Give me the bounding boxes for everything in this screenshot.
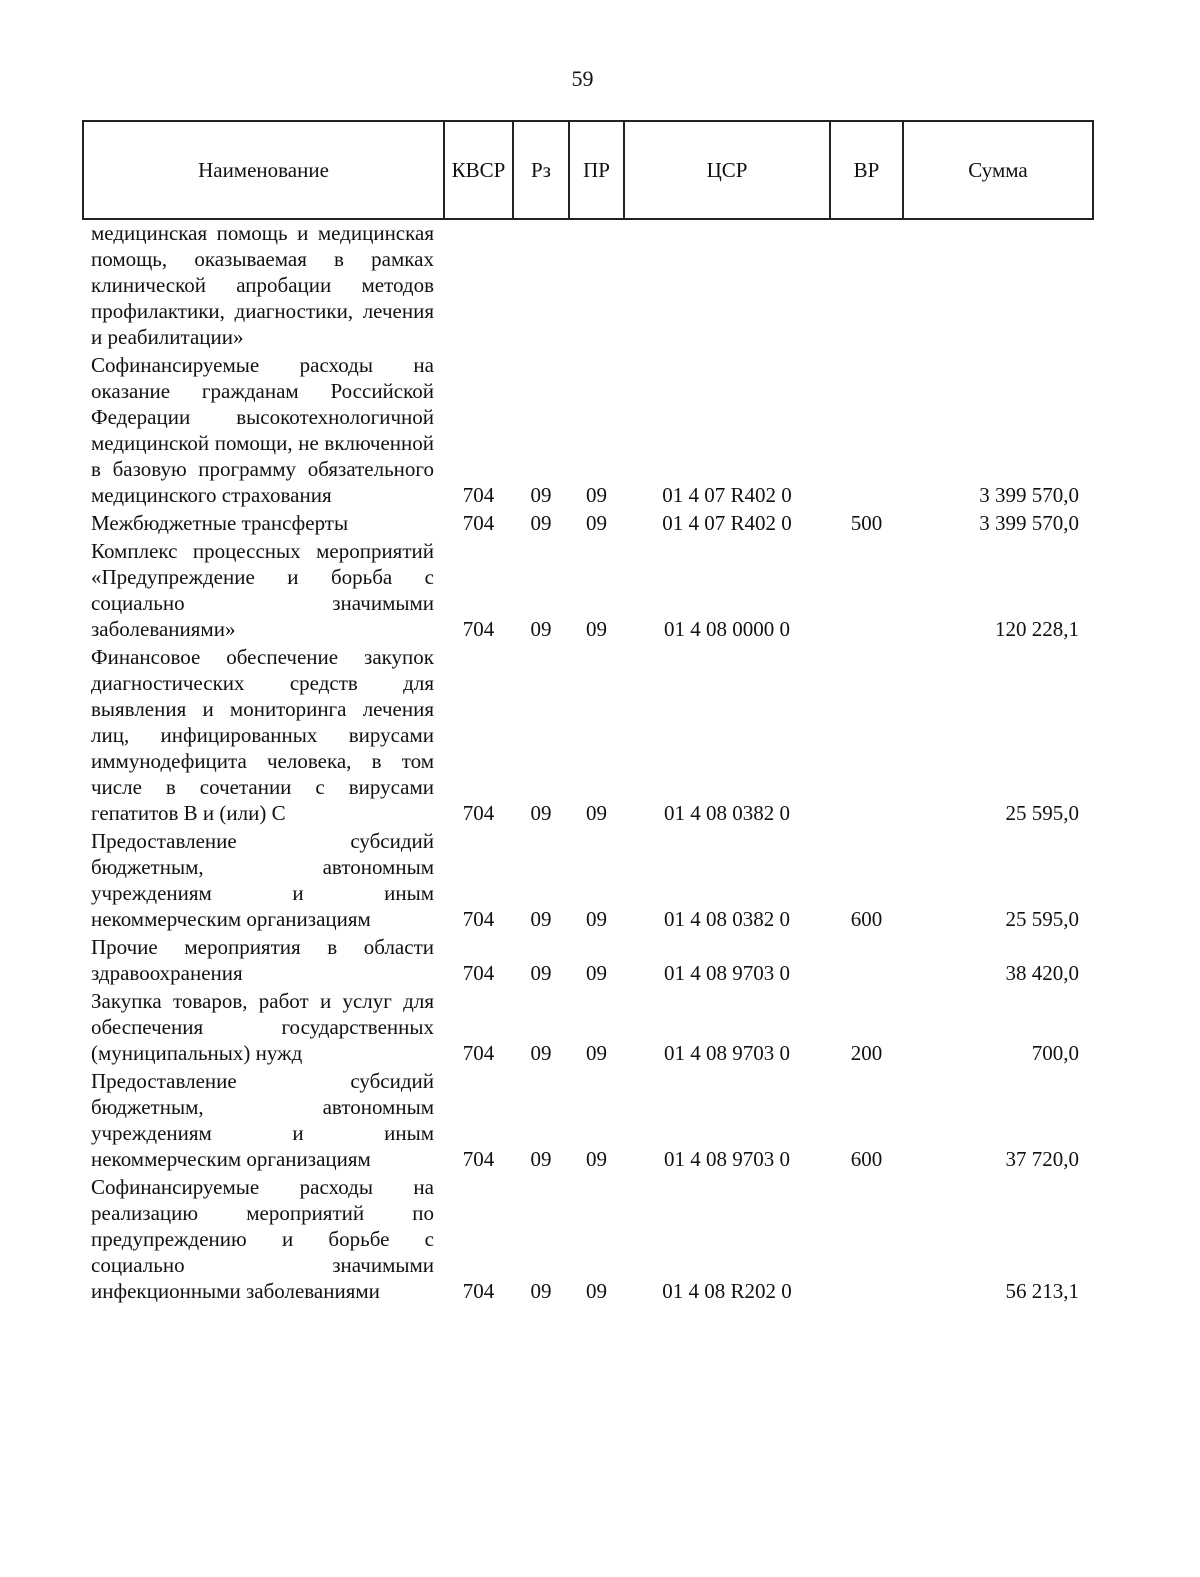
- row-rz: 09: [530, 511, 552, 535]
- table-row: [83, 510, 1093, 538]
- row-sum: 25 595,0: [1005, 907, 1079, 931]
- row-vr: 200: [850, 1041, 883, 1065]
- row-rz: [513, 219, 569, 352]
- row-sum: 56 213,1: [1005, 1279, 1079, 1303]
- row-vr: [830, 1174, 903, 1306]
- row-csr: 01 4 08 9703 0: [664, 1041, 790, 1065]
- row-kvsr: 704: [462, 801, 495, 825]
- row-sum: 3 399 570,0: [979, 483, 1079, 507]
- row-kvsr: [444, 219, 513, 352]
- row-kvsr: 704: [462, 907, 495, 931]
- row-name: Прочие мероприятия в области здравоохранения: [91, 935, 434, 985]
- table-header: [83, 121, 1093, 219]
- row-name: Предоставление субсидий бюджетным, автономным учреждениям и иным некоммерческим организациям: [91, 1069, 434, 1171]
- header-pr: ПР: [569, 121, 624, 219]
- table-row: [83, 352, 1093, 510]
- row-vr: 600: [850, 907, 883, 931]
- row-csr: 01 4 08 9703 0: [664, 1147, 790, 1171]
- row-sum: 38 420,0: [1005, 961, 1079, 985]
- row-vr: [830, 219, 903, 352]
- header-kvsr: КВСР: [444, 121, 513, 219]
- table-row: [83, 988, 1093, 1068]
- page-number: 59: [571, 66, 594, 91]
- row-rz: 09: [530, 483, 552, 507]
- row-pr: 09: [586, 1279, 607, 1303]
- row-rz: 09: [530, 961, 552, 985]
- row-kvsr: 704: [462, 511, 495, 535]
- row-vr: [830, 934, 903, 988]
- table-row: [83, 644, 1093, 828]
- row-rz: 09: [530, 1279, 552, 1303]
- row-name: медицинская помощь и медицинская помощь, оказываемая в рамках клинической апробации методов профилактики, диагностики, лечения и реабилитации»: [91, 221, 434, 349]
- row-vr: 500: [850, 511, 883, 535]
- row-kvsr: 704: [462, 617, 495, 641]
- row-csr: 01 4 08 0000 0: [664, 617, 790, 641]
- row-pr: [569, 219, 624, 352]
- row-rz: 09: [530, 907, 552, 931]
- row-name: Софинансируемые расходы на оказание гражданам Российской Федерации высокотехнологичной медицинской помощи, не включенной в базовую программу обязательного медицинского страхования: [91, 353, 434, 507]
- row-vr: [830, 644, 903, 828]
- budget-table: [82, 120, 1094, 1306]
- row-csr: 01 4 07 R402 0: [662, 483, 792, 507]
- row-pr: 09: [586, 907, 607, 931]
- header-name: Наименование: [83, 121, 444, 219]
- row-csr: 01 4 08 0382 0: [664, 907, 790, 931]
- row-pr: 09: [586, 1041, 607, 1065]
- row-kvsr: 704: [462, 1147, 495, 1171]
- row-name: Предоставление субсидий бюджетным, автономным учреждениям и иным некоммерческим организациям: [91, 829, 434, 931]
- row-sum: 25 595,0: [1005, 801, 1079, 825]
- row-csr: 01 4 07 R402 0: [662, 511, 792, 535]
- header-vr: ВР: [830, 121, 903, 219]
- row-rz: 09: [530, 1041, 552, 1065]
- row-rz: 09: [530, 617, 552, 641]
- row-pr: 09: [586, 1147, 607, 1171]
- row-kvsr: 704: [462, 1279, 495, 1303]
- row-sum: 120 228,1: [995, 617, 1079, 641]
- row-pr: 09: [586, 801, 607, 825]
- row-pr: 09: [586, 483, 607, 507]
- table-body: [83, 219, 1093, 1306]
- row-kvsr: 704: [462, 483, 495, 507]
- row-vr: 600: [850, 1147, 883, 1171]
- row-sum: [903, 219, 1093, 352]
- row-pr: 09: [586, 617, 607, 641]
- table-row: [83, 1068, 1093, 1174]
- row-sum: 37 720,0: [1005, 1147, 1079, 1171]
- row-name: Комплекс процессных мероприятий «Предупреждение и борьба с социально значимыми заболеваниями»: [91, 539, 434, 641]
- row-kvsr: 704: [462, 1041, 495, 1065]
- row-rz: 09: [530, 1147, 552, 1171]
- row-sum: 3 399 570,0: [979, 511, 1079, 535]
- row-vr: [830, 538, 903, 644]
- row-kvsr: 704: [462, 961, 495, 985]
- table-row: [83, 828, 1093, 934]
- row-pr: 09: [586, 511, 607, 535]
- row-pr: 09: [586, 961, 607, 985]
- row-sum: 700,0: [1031, 1041, 1079, 1065]
- row-csr: 01 4 08 9703 0: [664, 961, 790, 985]
- row-csr: 01 4 08 R202 0: [662, 1279, 792, 1303]
- row-vr: [830, 352, 903, 510]
- row-rz: 09: [530, 801, 552, 825]
- table-row: [83, 1174, 1093, 1306]
- header-rz: Рз: [513, 121, 569, 219]
- header-sum: Сумма: [903, 121, 1093, 219]
- table-row: [83, 934, 1093, 988]
- table-row: [83, 219, 1093, 352]
- table-row: [83, 538, 1093, 644]
- header-csr: ЦСР: [624, 121, 830, 219]
- row-name: Финансовое обеспечение закупок диагностических средств для выявления и мониторинга лечения лиц, инфицированных вирусами иммунодефицита человека, в том числе в сочетании с вирусами гепатитов В и (или) С: [91, 645, 434, 825]
- row-name: Софинансируемые расходы на реализацию мероприятий по предупреждению и борьбе с социально значимыми инфекционными заболеваниями: [91, 1175, 434, 1303]
- row-name: Межбюджетные трансферты: [91, 511, 349, 535]
- row-name: Закупка товаров, работ и услуг для обеспечения государственных (муниципальных) нужд: [91, 989, 434, 1065]
- row-csr: [624, 219, 830, 352]
- row-csr: 01 4 08 0382 0: [664, 801, 790, 825]
